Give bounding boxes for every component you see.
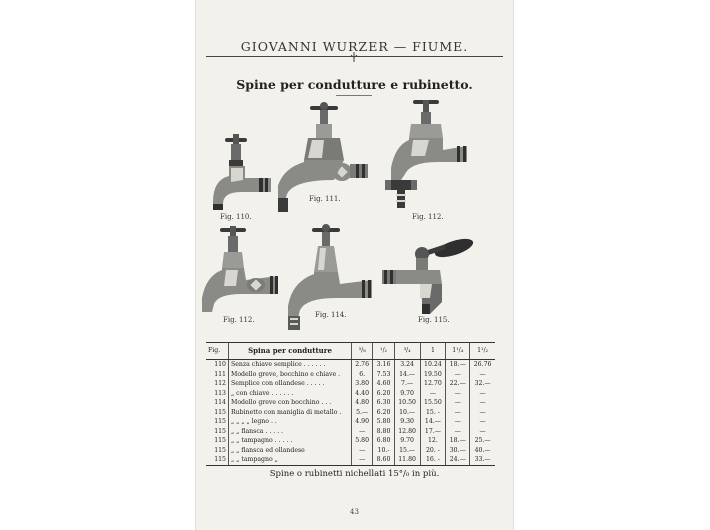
table-cell-desc: „ „ tampagno . . . . . [229,436,352,446]
table-cell-value: 5.80 [352,436,373,446]
table-cell-value: 24.— [446,455,470,465]
faucet-icon [201,132,273,212]
faucet-icon [380,236,476,316]
table-cell-desc: „ „ „ „ legno . . [229,417,352,427]
table-cell-desc: Modello greve con bocchino . . . [229,398,352,408]
table-cell-value: 12.80 [394,427,420,437]
section-title: Spine per condutture e rubinetto. [236,77,473,92]
col-size-header: 1¹/₂ [470,343,495,360]
col-size-header: 1¹/₄ [446,343,470,360]
table-cell-value: 6.20 [373,408,394,418]
table-cell-fig: 114 [214,399,226,406]
figure-caption: Fig. 112. [412,213,444,221]
table-cell-value: 15.— [394,446,420,456]
table-cell-value: 17.— [420,427,446,437]
table-cell-value: 18.— [446,436,470,446]
page-header: GIOVANNI WURZER — FIUME. [240,39,469,54]
subtitle-rule [336,95,372,96]
table-cell-desc: Modello greve, bocchino e chiave . [229,370,352,380]
table-row [206,427,495,437]
price-table [206,342,495,466]
table-cell-value: 4.90 [352,417,373,427]
table-cell-value: 9.70 [394,389,420,399]
table-cell-value: 19.50 [420,370,446,380]
page-number: 43 [350,508,359,516]
catalog-page [196,0,513,530]
table-cell-value: 8.60 [373,455,394,465]
table-cell-value: 11.80 [394,455,420,465]
table-cell-value: 9.70 [394,436,420,446]
table-cell-value: 40.— [470,446,495,456]
table-cell-value: 12.70 [420,379,446,389]
table-cell-value: 5.80 [373,417,394,427]
table-cell-desc: Semplice con ollandese . . . . . [229,379,352,389]
table-cell-value: 15.50 [420,398,446,408]
table-cell-value: 6.80 [373,436,394,446]
col-fig-header: Fig. [206,343,229,360]
col-size-header: ³/₄ [394,343,420,360]
table-cell-value: — [470,408,495,418]
table-cell-desc: Senza chiave semplice . . . . . . [229,360,352,370]
table-row [206,389,495,399]
table-cell-value: 14.— [394,370,420,380]
table-cell-value: 6.20 [373,389,394,399]
table-cell-fig: 115 [214,418,226,425]
table-cell-value: 4.80 [352,398,373,408]
table-cell-value: — [470,427,495,437]
table-cell-value: 18.— [446,360,470,370]
table-cell-value: 16. - [420,455,446,465]
figure-caption: Fig. 112. [223,316,255,324]
figure-caption: Fig. 114. [315,311,347,319]
table-cell-value: 3.80 [352,379,373,389]
table-cell-desc: Rubinetto con maniglia di metallo . [229,408,352,418]
table-cell-value: 33.— [470,455,495,465]
table-cell-value: 2.76 [352,360,373,370]
table-cell-value: 30.— [446,446,470,456]
table-cell-value: — [470,398,495,408]
table-cell-fig: 115 [214,408,226,416]
table-cell-value: — [446,398,470,408]
table-cell-fig: 110 [214,361,226,368]
table-cell-fig: 115 [214,446,226,454]
table-cell-value: — [352,455,373,465]
table-cell-value: 10.- [373,446,394,456]
faucet-icon [198,224,282,316]
table-cell-value: — [470,370,495,380]
col-size-header: 1 [420,343,446,360]
table-cell-value: 10.24 [420,360,446,370]
footer-note: Spine o rubinetti nichellati 15°/₀ in più. [269,469,440,479]
table-cell-value: — [446,417,470,427]
table-cell-value: 6. [352,370,373,380]
table-cell-value: 15. - [420,408,446,418]
table-cell-desc: „ „ tampagno „ [229,455,352,465]
table-row [206,408,495,418]
table-cell-value: — [470,389,495,399]
table-row [206,417,495,427]
table-row [206,446,495,456]
table-cell-value: — [352,427,373,437]
table-cell-value: 10.— [394,408,420,418]
figure-caption: Fig. 115. [418,316,450,324]
table-cell-value: 25.— [470,436,495,446]
table-cell-value: — [420,389,446,399]
table-cell-value: 9.30 [394,417,420,427]
table-row [206,360,495,370]
table-cell-value: 3.24 [394,360,420,370]
col-size-header: ¹/₂ [373,343,394,360]
table-cell-value: — [446,427,470,437]
table-cell-value: 7.— [394,379,420,389]
table-cell-value: 22.— [446,379,470,389]
table-cell-value: 7.53 [373,370,394,380]
table-cell-value: 3.16 [373,360,394,370]
table-cell-desc: „ con chiave . . . . . . [229,389,352,399]
table-cell-fig: 112 [214,380,226,387]
table-cell-value: 5.— [352,408,373,418]
table-cell-value: — [446,370,470,380]
table-cell-fig: 113 [214,389,226,397]
table-cell-fig: 115 [214,427,226,435]
col-desc-header: Spina per condutture [229,343,352,360]
table-row [206,436,495,446]
table-cell-value: 8.80 [373,427,394,437]
table-cell-value: — [470,417,495,427]
table-cell-value: 10.50 [394,398,420,408]
ornament-icon [347,52,361,62]
table-cell-value: — [352,446,373,456]
table-cell-value: 26.76 [470,360,495,370]
table-header-row [206,343,495,360]
table-cell-value: — [446,408,470,418]
table-cell-desc: „ „ flansca ed ollandese [229,446,352,456]
table-row [206,379,495,389]
table-cell-value: 20. - [420,446,446,456]
col-size-header: ³/₈ [352,343,373,360]
table-cell-fig: 111 [214,370,226,378]
table-cell-fig: 115 [206,455,229,465]
table-cell-value: 6.30 [373,398,394,408]
table-cell-value: — [446,389,470,399]
table-row [206,455,495,465]
table-cell-value: 4.40 [352,389,373,399]
table-cell-value: 32.— [470,379,495,389]
table-cell-value: 4.60 [373,379,394,389]
figure-caption: Fig. 111. [309,195,341,203]
table-row [206,398,495,408]
table-cell-fig: 115 [214,437,226,444]
table-cell-value: 14.— [420,417,446,427]
table-cell-desc: „ „ flansca . . . . . [229,427,352,437]
table-cell-value: 12. [420,436,446,446]
faucet-icon [381,96,469,212]
table-row [206,370,495,380]
figure-caption: Fig. 110. [220,213,252,221]
